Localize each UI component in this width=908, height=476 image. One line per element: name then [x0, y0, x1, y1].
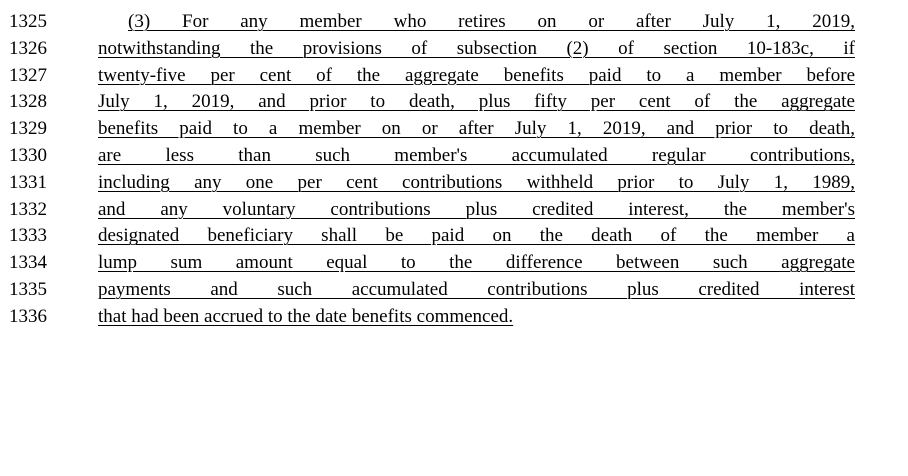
text-line — [98, 250, 855, 277]
line-number: 1334 — [9, 252, 47, 274]
text-line — [98, 89, 855, 116]
text-line — [98, 197, 855, 224]
text-line-content: twenty-five per cent of the aggregate benefits paid to a member before — [98, 64, 855, 86]
line-number: 1333 — [9, 225, 47, 247]
line-number: 1325 — [9, 11, 47, 32]
line-number: 1326 — [9, 37, 47, 59]
text-line-content: including any one per cent contributions withheld prior to July 1, 1989, — [98, 171, 855, 193]
text-line — [98, 170, 855, 197]
line-number-column — [9, 9, 69, 331]
line-number: 1330 — [9, 144, 47, 166]
text-line — [98, 63, 855, 90]
line-number: 1331 — [9, 171, 47, 193]
text-line-content: that had been accrued to the date benefits commenced. — [98, 305, 514, 327]
line-number: 1336 — [9, 305, 47, 327]
statute-text — [98, 9, 855, 331]
text-line — [98, 116, 855, 143]
text-line-last — [98, 304, 855, 331]
line-number: 1329 — [9, 118, 47, 140]
text-line-content: benefits paid to a member on or after July 1, 2019, and prior to death, — [98, 118, 855, 140]
text-line-content: designated beneficiary shall be paid on the death of the member a — [98, 225, 855, 247]
line-number: 1335 — [9, 278, 47, 300]
text-line-content: lump sum amount equal to the difference between such aggregate — [98, 252, 855, 274]
text-line — [98, 223, 855, 250]
text-line — [98, 9, 855, 36]
line-number: 1327 — [9, 64, 47, 86]
line-number: 1328 — [9, 91, 47, 113]
text-line — [98, 36, 855, 63]
text-line-content: are less than such member's accumulated regular contributions, — [98, 144, 855, 166]
text-line-content: payments and such accumulated contributions plus credited interest — [98, 278, 855, 300]
text-line-content: July 1, 2019, and prior to death, plus fifty per cent of the aggregate — [98, 91, 855, 113]
text-line — [98, 143, 855, 170]
text-line-content: and any voluntary contributions plus credited interest, the member's — [98, 198, 855, 220]
line-number: 1332 — [9, 198, 47, 220]
text-line-content: notwithstanding the provisions of subsection (2) of section 10-183c, if — [98, 37, 855, 59]
text-line-content: (3) For any member who retires on or after July 1, 2019, — [128, 11, 855, 32]
text-line — [98, 277, 855, 304]
